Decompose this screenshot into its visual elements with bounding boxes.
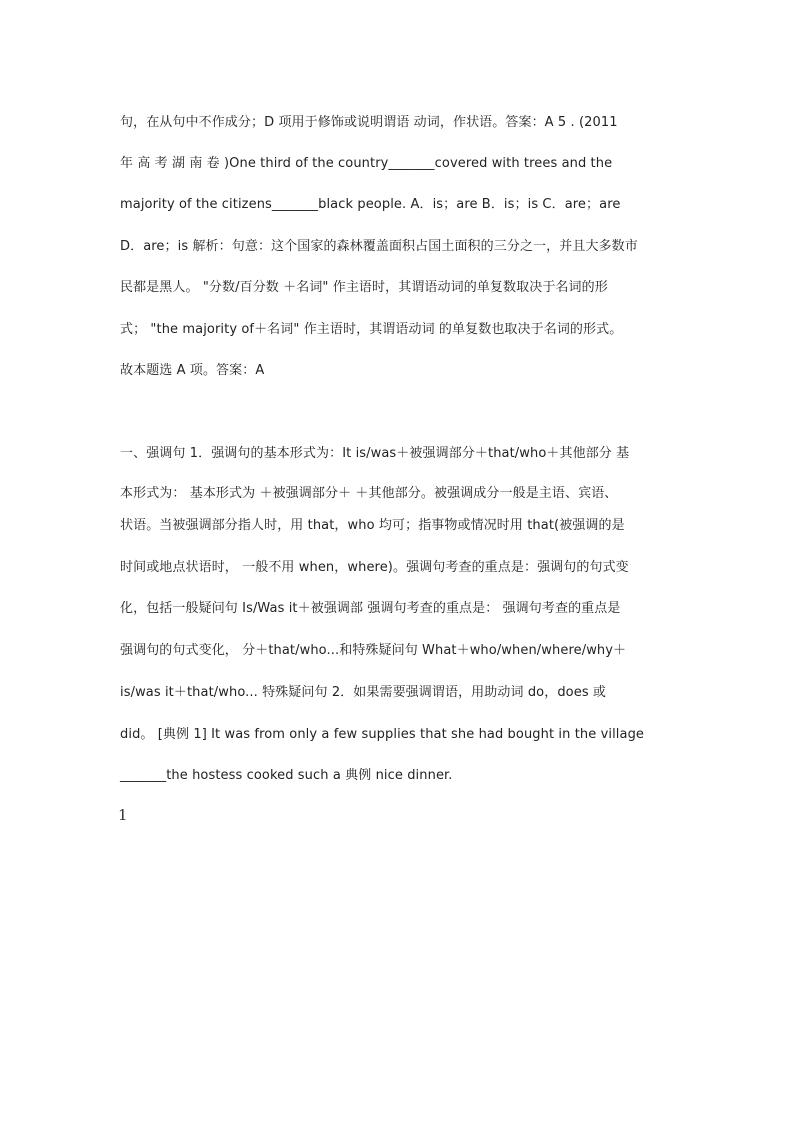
- text-line: 年 高 考 湖 南 卷 )One third of the country_______covered with trees and the: [120, 156, 613, 171]
- text-line: 民都是黑人。 "分数/百分数 ＋名词" 作主语时，其谓语动词的单复数取决于名词的形: [120, 280, 608, 295]
- text-line: 句，在从句中不作成分；D 项用于修饰或说明谓语 动词，作状语。答案：A 5 . (2011: [120, 115, 618, 130]
- text-line: 式； "the majority of＋名词" 作主语时，其谓语动词 的单复数也取决于名词的形式。: [120, 322, 623, 337]
- text-line: 本形式为： 基本形式为 ＋被强调部分＋ ＋其他部分。被强调成分一般是主语、宾语、: [120, 486, 618, 501]
- text-line: 时间或地点状语时， 一般不用 when，where)。强调句考查的重点是：强调句的句式变: [120, 560, 629, 575]
- text-line: 强调句的句式变化， 分＋that/who...和特殊疑问句 What＋who/when/where/why＋: [120, 643, 627, 658]
- text-line: 故本题选 A 项。答案：A: [120, 363, 265, 378]
- text-line: 一、强调句 1．强调句的基本形式为：It is/was＋被强调部分＋that/who＋其他部分 基: [120, 446, 630, 461]
- text-line: majority of the citizens_______black people. A．is；are B．is；is C．are；are: [120, 197, 621, 212]
- text-line: is/was it＋that/who... 特殊疑问句 2．如果需要强调谓语，用助动词 do，does 或: [120, 685, 607, 700]
- text-line: 状语。当被强调部分指人时，用 that，who 均可；指事物或情况时用 that(被强调的是: [120, 518, 625, 533]
- text-line: D．are；is 解析：句意：这个国家的森林覆盖面积占国土面积的三分之一，并且大多数市: [120, 239, 638, 254]
- text-line: _______the hostess cooked such a 典例 nice dinner.: [120, 768, 453, 783]
- text-line: 化，包括一般疑问句 Is/Was it＋被强调部 强调句考查的重点是： 强调句考查的重点是: [120, 601, 621, 616]
- page-number: 1: [118, 806, 128, 824]
- text-line: did。 [典例 1] It was from only a few supplies that she had bought in the village: [120, 727, 645, 742]
